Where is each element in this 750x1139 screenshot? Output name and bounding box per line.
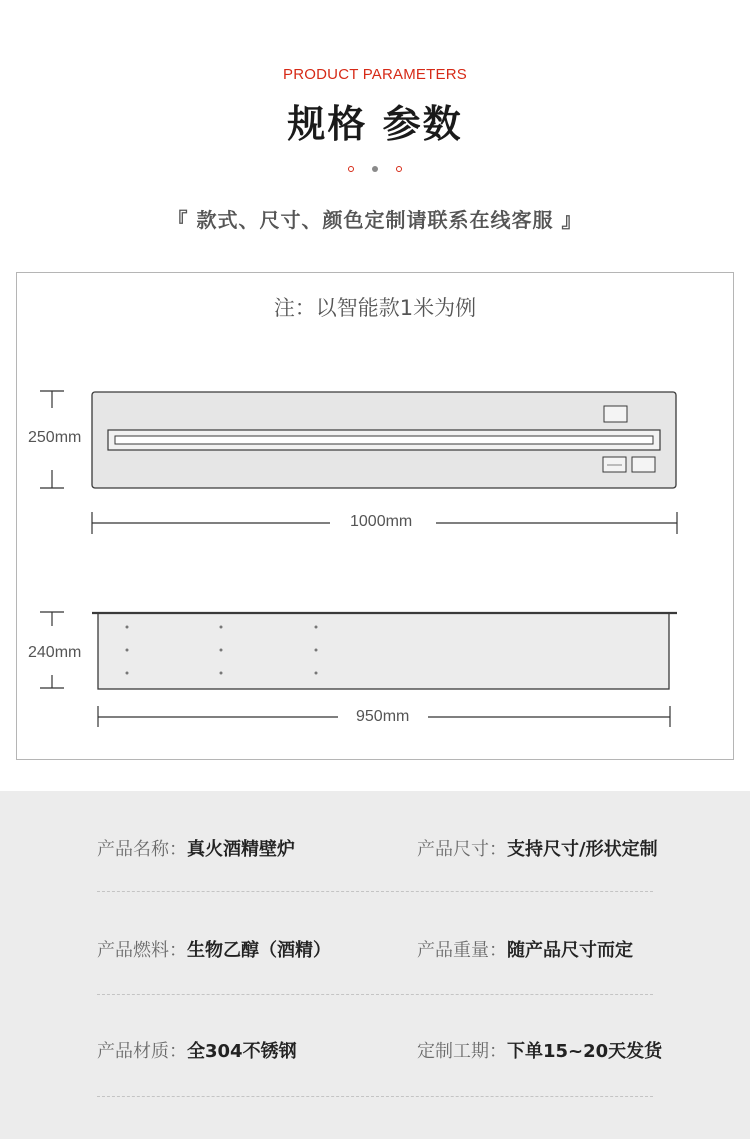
spec-table <box>0 791 750 1139</box>
spec-item <box>417 835 658 861</box>
fireplace-side-body <box>98 613 669 689</box>
spec-value: 随产品尺寸而定 <box>507 940 633 961</box>
width-dimension-label: 950mm <box>352 708 413 726</box>
spec-value: 真火酒精壁炉 <box>187 839 295 860</box>
spec-label: 产品名称： <box>97 839 187 860</box>
spec-label: 产品材质： <box>97 1041 187 1062</box>
spec-value: 支持尺寸/形状定制 <box>507 839 658 860</box>
spec-label: 产品尺寸： <box>417 839 507 860</box>
spec-value: 全304不锈钢 <box>187 1041 297 1062</box>
display-panel <box>604 406 627 422</box>
height-dimension-label: 240mm <box>24 644 85 662</box>
spec-value: 生物乙醇（酒精） <box>187 940 331 961</box>
spec-value: 下单15~20天发货 <box>507 1041 663 1062</box>
diagram-note: 注：以智能款1米为例 <box>273 296 477 320</box>
spec-item <box>97 835 295 861</box>
height-dimension-label: 250mm <box>24 429 85 447</box>
spec-item <box>97 936 331 962</box>
customization-note: 『 款式、尺寸、颜色定制请联系在线客服 』 <box>167 208 583 232</box>
spec-item <box>417 936 633 962</box>
width-dimension-label: 1000mm <box>346 513 416 531</box>
section-title-english: PRODUCT PARAMETERS <box>283 66 467 83</box>
section-title: 规格 参数 <box>287 102 463 146</box>
spec-divider <box>97 891 653 892</box>
spec-item <box>417 1037 662 1063</box>
burner-slot-inner <box>115 436 653 444</box>
spec-label: 定制工期： <box>417 1041 507 1062</box>
spec-divider <box>97 1096 653 1097</box>
spec-label: 产品重量： <box>417 940 507 961</box>
control-button <box>603 457 626 472</box>
spec-divider <box>97 994 653 995</box>
spec-item <box>97 1037 297 1063</box>
spec-label: 产品燃料： <box>97 940 187 961</box>
control-button <box>632 457 655 472</box>
